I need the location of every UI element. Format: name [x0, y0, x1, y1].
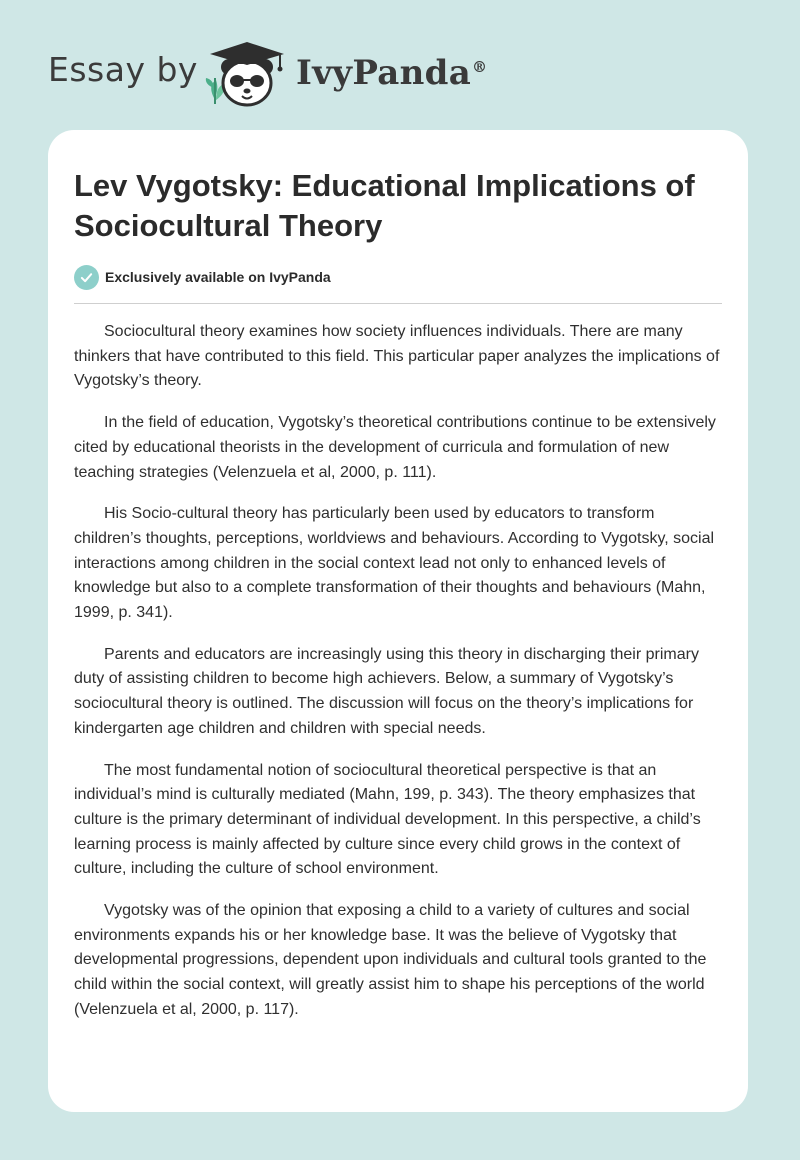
- article-body: [74, 320, 724, 1040]
- brand-name: IvyPanda: [296, 53, 472, 93]
- paragraph: His Socio-cultural theory has particularly been used by educators to transform children’s thoughts, perceptions, worldviews and behaviours. According to Vygotsky, social interactions among children in the social context lead not only to enhanced levels of knowledge but also to a complete transformation of their thoughts and behaviours (Mahn, 1999, p. 341).: [74, 505, 715, 622]
- paragraph: In the field of education, Vygotsky’s theoretical contributions continue to be extensively cited by educational theorists in the development of curricula and formulation of new teaching strategies (Velenzuela et al, 2000, p. 111).: [74, 414, 716, 481]
- article-card: [48, 130, 748, 1112]
- registered-mark: ®: [472, 57, 488, 76]
- panda-graduate-icon[interactable]: [200, 38, 294, 110]
- site-header: [0, 0, 800, 130]
- article-title: Lev Vygotsky: Educational Implications of Sociocultural Theory: [74, 168, 695, 243]
- paragraph: The most fundamental notion of sociocultural theoretical perspective is that an individual’s mind is culturally mediated (Mahn, 199, p. 343). The theory emphasizes that culture is the primary determinant of individual development. In this perspective, a child’s learning process is mainly affected by culture since every child grows in the context of culture, including the culture of school environment.: [74, 761, 701, 878]
- exclusive-badge: [74, 264, 331, 290]
- exclusive-badge-label: Exclusively available on IvyPanda: [105, 269, 331, 285]
- brand-logo-text[interactable]: [296, 53, 487, 93]
- paragraph: Vygotsky was of the opinion that exposing a child to a variety of cultures and social environments expands his or her knowledge base. It was the believe of Vygotsky that developmental progressions, dependent upon individuals and cultural tools granted to the child within the social context, will greatly assist him to shape his perceptions of the world (Velenzuela et al, 2000, p. 117).: [74, 902, 707, 1018]
- title-divider: [74, 303, 722, 304]
- paragraph: Sociocultural theory examines how society influences individuals. There are many thinkers that have contributed to this field. This particular paper analyzes the implications of Vygotsky’s theory.: [74, 323, 720, 390]
- check-circle-icon: [74, 265, 99, 290]
- essay-by-label: Essay by: [48, 50, 198, 89]
- paragraph: Parents and educators are increasingly using this theory in discharging their primary duty of assisting children to become high achievers. Below, a summary of Vygotsky’s sociocultural theory is outlined. The discussion will focus on the theory’s implications for kindergarten age children and children with special needs.: [74, 645, 699, 737]
